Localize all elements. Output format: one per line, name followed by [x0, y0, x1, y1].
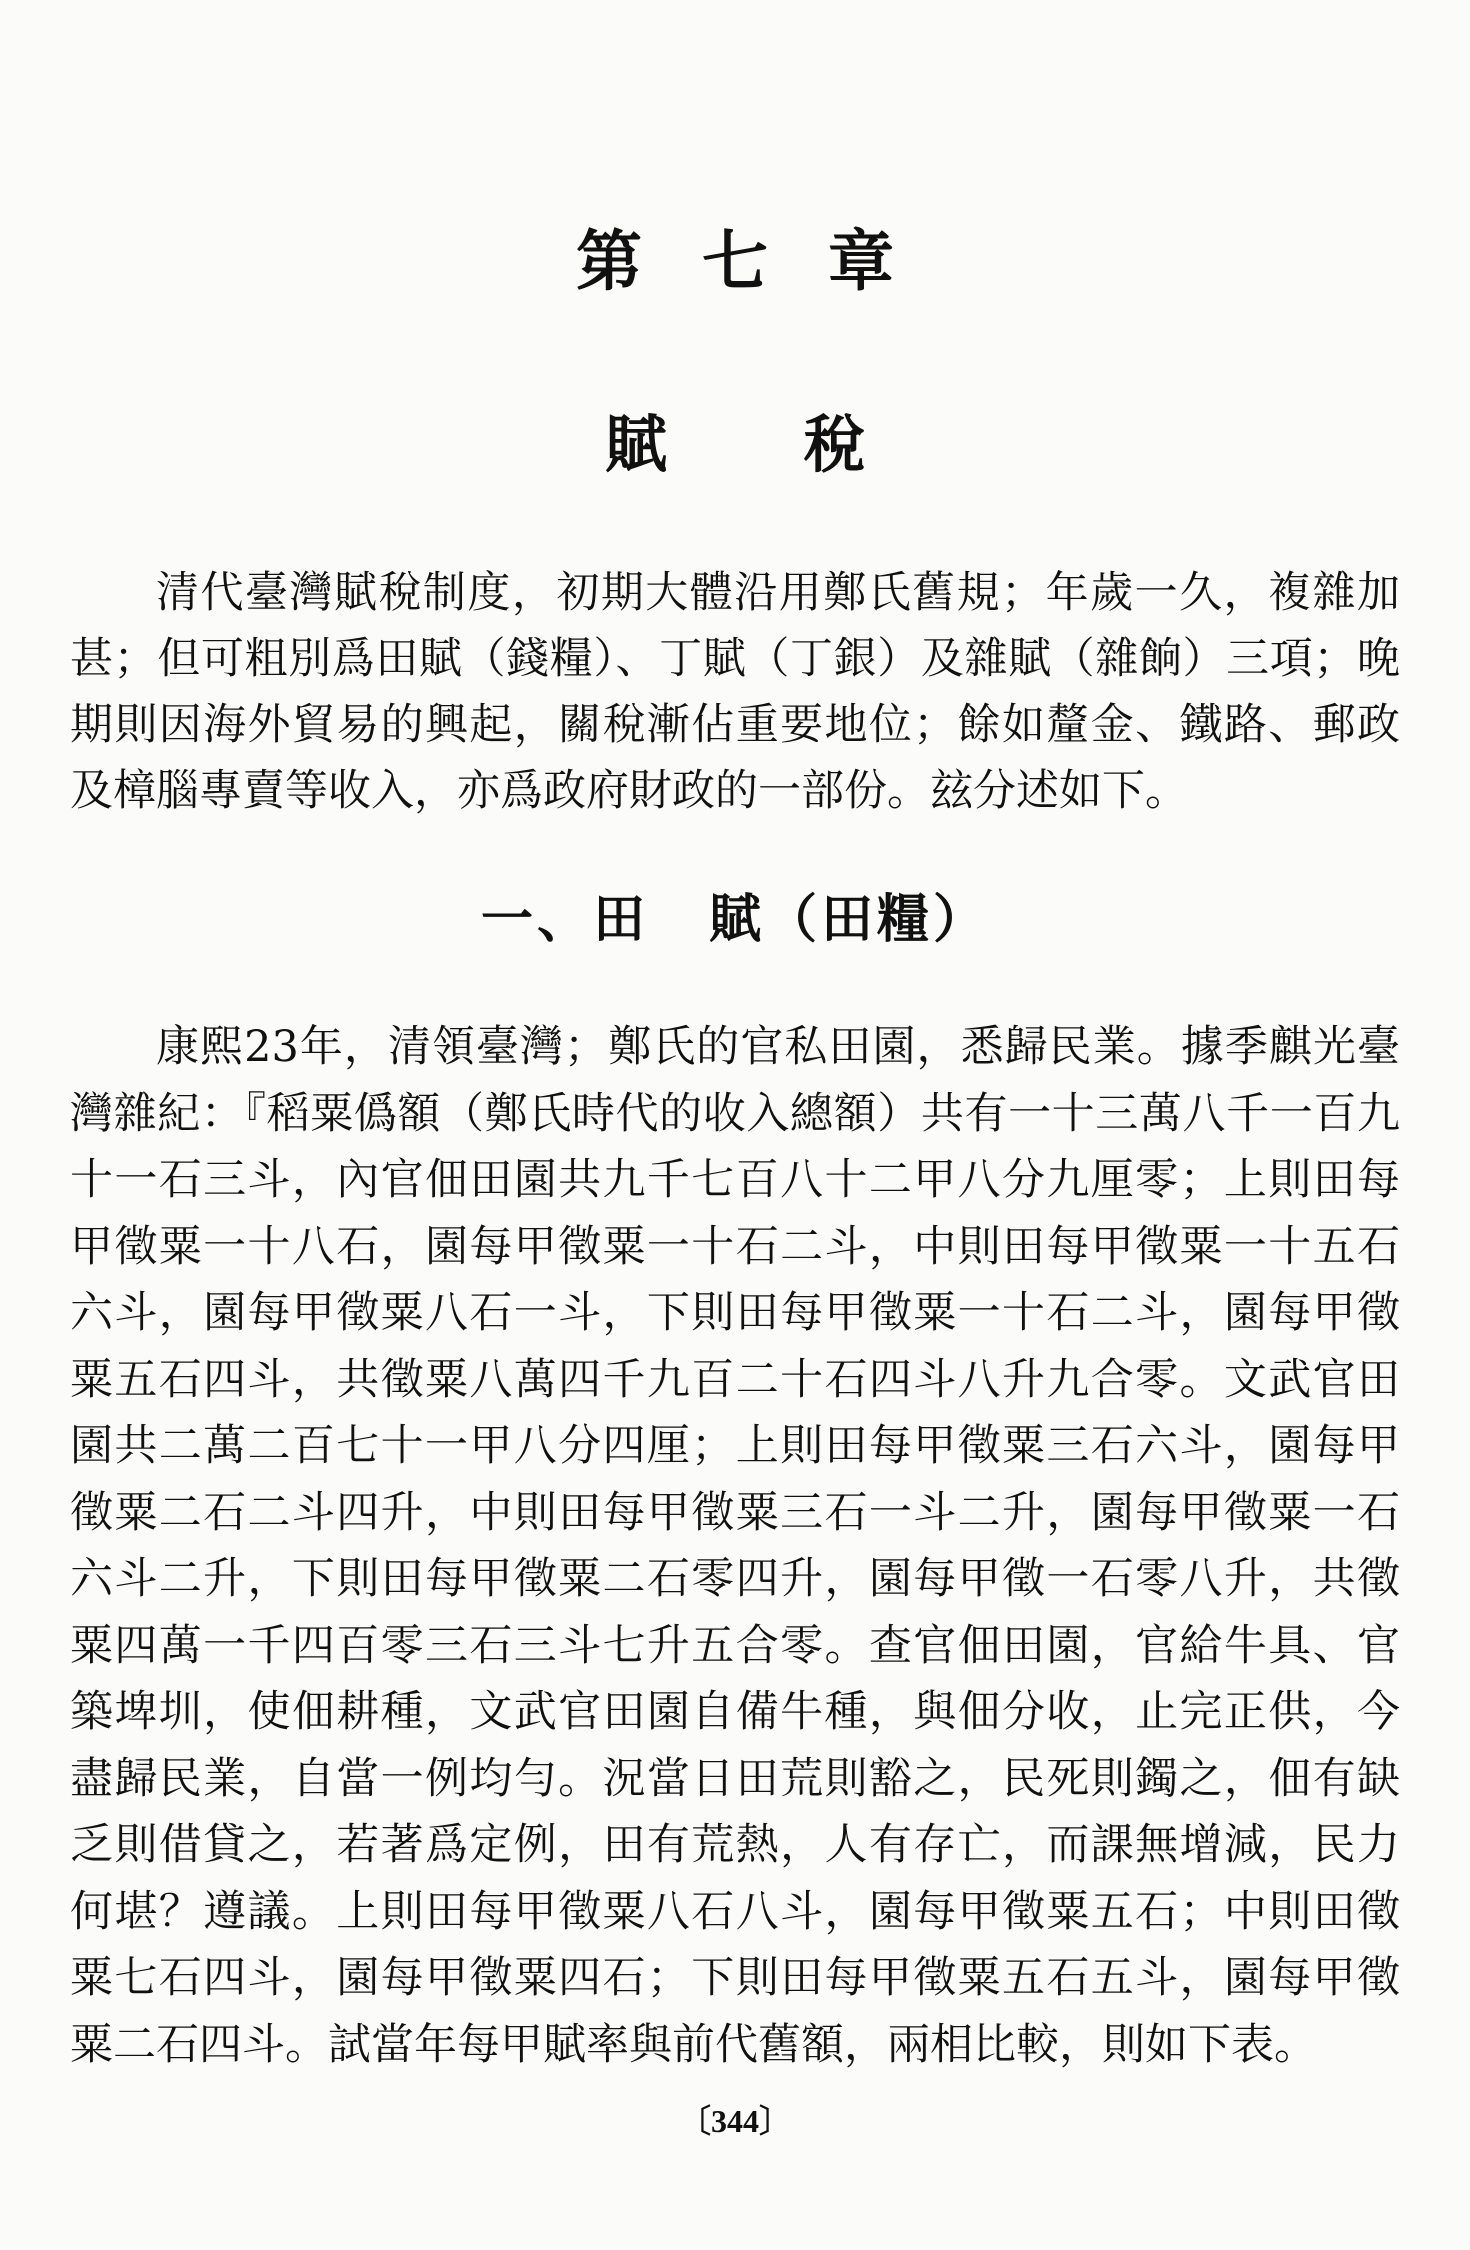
chapter-title: 第七章 [576, 222, 954, 300]
section-title: 賦稅 [604, 408, 1001, 481]
subsection-title-part2: 賦（田糧） [709, 889, 990, 950]
intro-paragraph: 清代臺灣賦稅制度，初期大體沿用鄭氏舊規；年歲一久，複雜加甚；但可粗別爲田賦（錢糧）、丁賦（丁銀）及雜賦（雜餉）三項；晚期則因海外貿易的興起，關稅漸佔重要地位；餘如釐金、鐵路、郵政及樟腦專賣等收入，亦爲政府財政的一部份。玆分述如下。 [70, 568, 1400, 816]
subsection-number: 一、 [480, 889, 593, 950]
subsection-heading [0, 889, 1470, 950]
body-paragraph: 康熙23年，清領臺灣；鄭氏的官私田園，悉歸民業。據季麒光臺灣雜紀：『稻粟僞額（鄭氏時代的收入總額）共有一十三萬八千一百九十一石三斗，內官佃田園共九千七百八十二甲八分九厘零；上則田每甲徵粟一十八石，園每甲徵粟一十石二斗，中則田每甲徵粟一十五石六斗，園每甲徵粟八石一斗，下則田每甲徵粟一十石二斗，園每甲徵粟五石四斗，共徵粟八萬四千九百二十石四斗八升九合零。文武官田園共二萬二百七十一甲八分四厘；上則田每甲徵粟三石六斗，園每甲徵粟二石二斗四升，中則田每甲徵粟三石一斗二升，園每甲徵粟一石六斗二升，下則田每甲徵粟二石零四升，園每甲徵一石零八升，共徵粟四萬一千四百零三石三斗七升五合零。查官佃田園，官給牛具、官築埤圳，使佃耕種，文武官田園自備牛種，與佃分收，止完正供，今盡歸民業，自當一例均勻。況當日田荒則豁之，民死則鐲之，佃有缺乏則借貸之，若著爲定例，田有荒熱，人有存亡，而課無增減，民力何堪？遵議。上則田每甲徵粟八石八斗，園每甲徵粟五石；中則田徵粟七石四斗，園每甲徵粟四石；下則田每甲徵粟五石五斗，園每甲徵粟二石四斗。試當年每甲賦率與前代舊額，兩相比較，則如下表。 [70, 1022, 1400, 2070]
subsection-title-part1: 田 [592, 889, 649, 950]
page-number: 〔344〕 [678, 2103, 791, 2139]
